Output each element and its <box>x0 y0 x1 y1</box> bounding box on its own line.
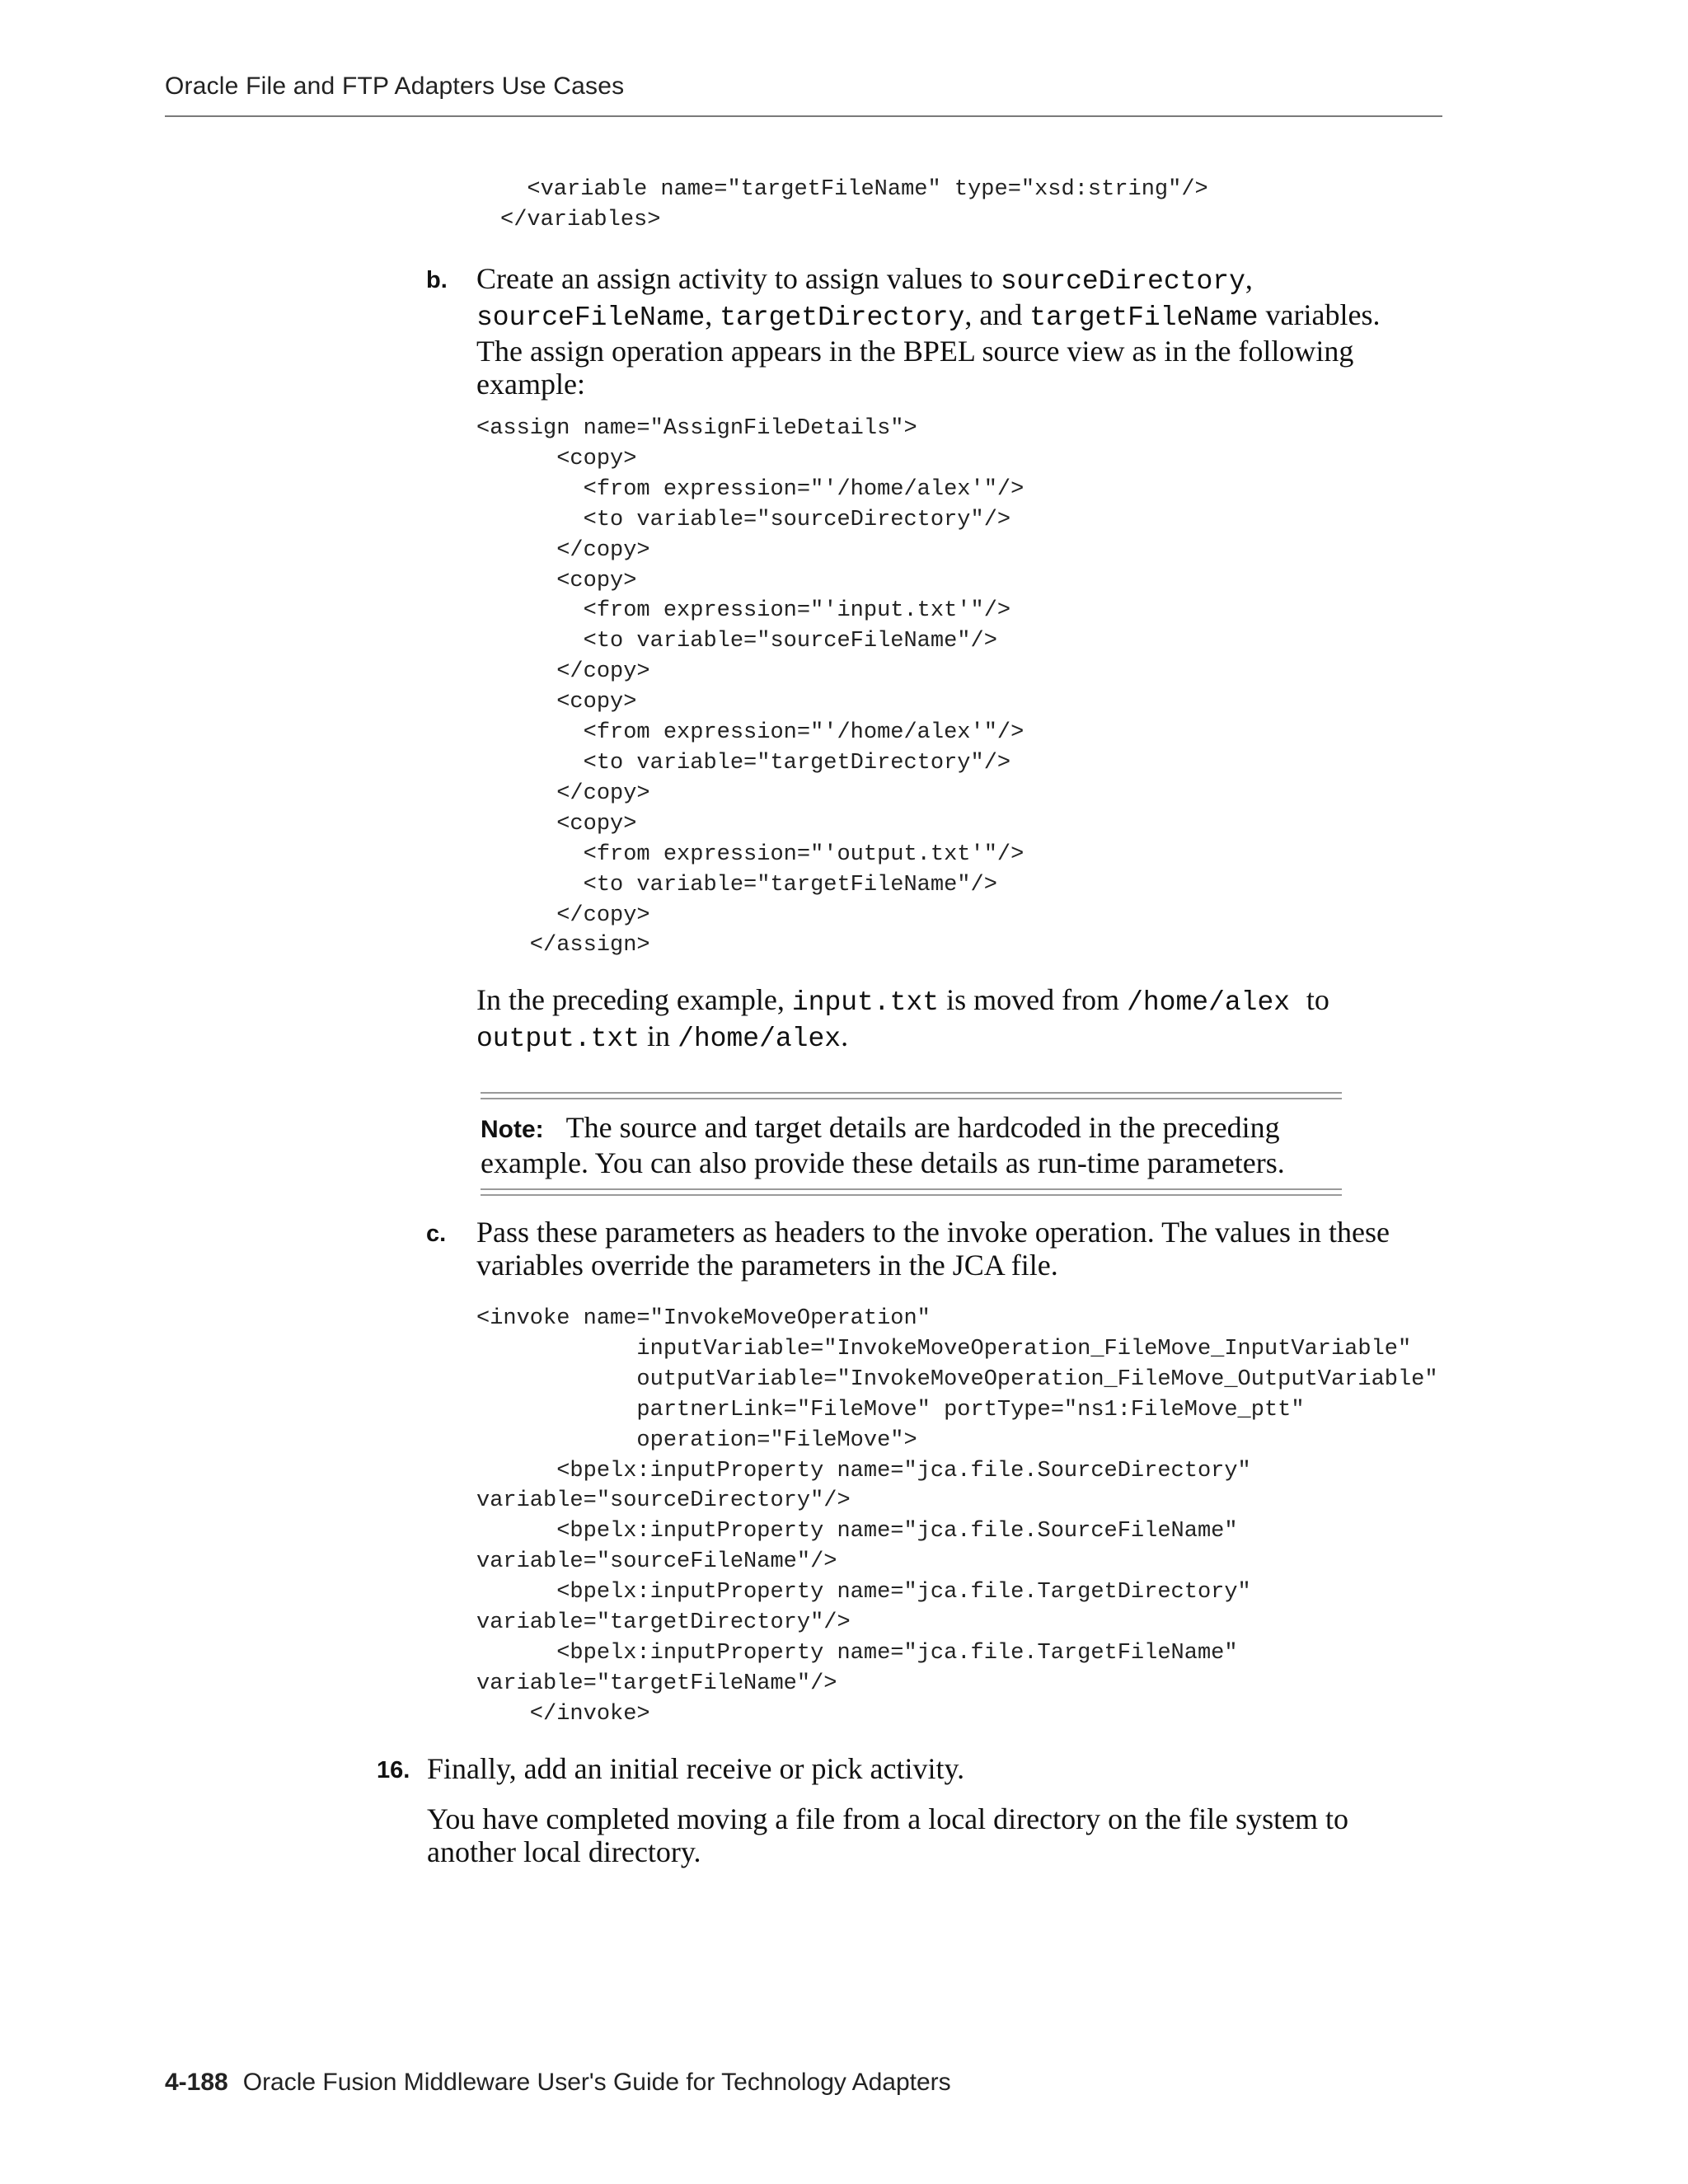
inline-code-output-txt: output.txt <box>476 1024 640 1054</box>
note-rule-top-1 <box>481 1092 1342 1094</box>
inline-code-home-alex-2: /home/alex <box>678 1024 842 1054</box>
inline-code-source-file-name: sourceFileName <box>476 302 706 333</box>
code-block-assign: <assign name="AssignFileDetails"> <copy> <from expression="'/home/alex'"/> <to variable="sourceDirectory"/> </copy> <copy> <from expression="'input.txt'"/> <to variable="sourceFileName"/> </copy> <copy> <from expression="'/home/alex'"/> <to variable="targetDirectory"/> </copy> <copy> <from expression="'output.txt'"/> <to variable="targetFileName"/> </copy> </assign> <box>476 416 1025 958</box>
header-rule <box>165 115 1442 117</box>
inline-code-target-file-name: targetFileName <box>1029 302 1259 333</box>
note-box <box>481 1092 1342 1196</box>
note-text: Note: The source and target details are hardcoded in the preceding example. You can also provide these details as run-time parameters. <box>481 1111 1285 1179</box>
code-block-variables: <variable name="targetFileName" type="xsd:string"/> </variables> <box>500 177 1208 232</box>
step-16-label: 16. <box>377 1757 410 1783</box>
note-rule-bottom-2 <box>481 1194 1342 1196</box>
step-b-label: b. <box>426 267 448 293</box>
step-c-text: Pass these parameters as headers to the invoke operation. The values in these variables override the parameters in the JCA file. <box>476 1216 1390 1282</box>
page-number: 4-188 <box>165 2069 228 2096</box>
note-label: Note: <box>481 1116 544 1143</box>
inline-code-target-directory: targetDirectory <box>720 302 965 333</box>
inline-code-home-alex: /home/alex <box>1127 987 1306 1018</box>
footer-title: Oracle Fusion Middleware User's Guide for Technology Adapters <box>242 2069 951 2096</box>
step-16-text: Finally, add an initial receive or pick activity. <box>427 1752 965 1785</box>
note-rule-bottom-1 <box>481 1188 1342 1190</box>
code-block-invoke: <invoke name="InvokeMoveOperation" inputVariable="InvokeMoveOperation_FileMove_InputVariable" outputVariable="InvokeMoveOperation_FileMove_OutputVariable" partnerLink="FileMove" portType="ns1:FileMove_ptt" operation="FileMove"> <bpelx:inputProperty name="jca.file.SourceDirectory" variable="sourceDirectory"/> <bpelx:inputProperty name="jca.file.SourceFileName" variable="sourceFileName"/> <bpelx:inputProperty name="jca.file.TargetDirectory" variable="targetDirectory"/> <bpelx:inputProperty name="jca.file.TargetFileName" variable="targetFileName"/> </invoke> <box>476 1306 1438 1727</box>
running-header: Oracle File and FTP Adapters Use Cases <box>165 73 625 100</box>
inline-code-input-txt: input.txt <box>791 987 940 1018</box>
running-footer <box>165 2069 951 2097</box>
step-b-text: Create an assign activity to assign values to sourceDirectory, sourceFileName, targetDirectory, and targetFileName variables. The assign operation appears in the BPEL source view as in the following example: <box>476 262 1381 401</box>
inline-code-source-directory: sourceDirectory <box>1000 266 1245 297</box>
closing-paragraph: You have completed moving a file from a local directory on the file system to another local directory. <box>427 1802 1349 1868</box>
step-c-label: c. <box>426 1221 447 1247</box>
note-rule-top-2 <box>481 1098 1342 1099</box>
preceding-example-text: In the preceding example, input.txt is moved from /home/alex to output.txt in /home/alex. <box>476 983 1329 1054</box>
